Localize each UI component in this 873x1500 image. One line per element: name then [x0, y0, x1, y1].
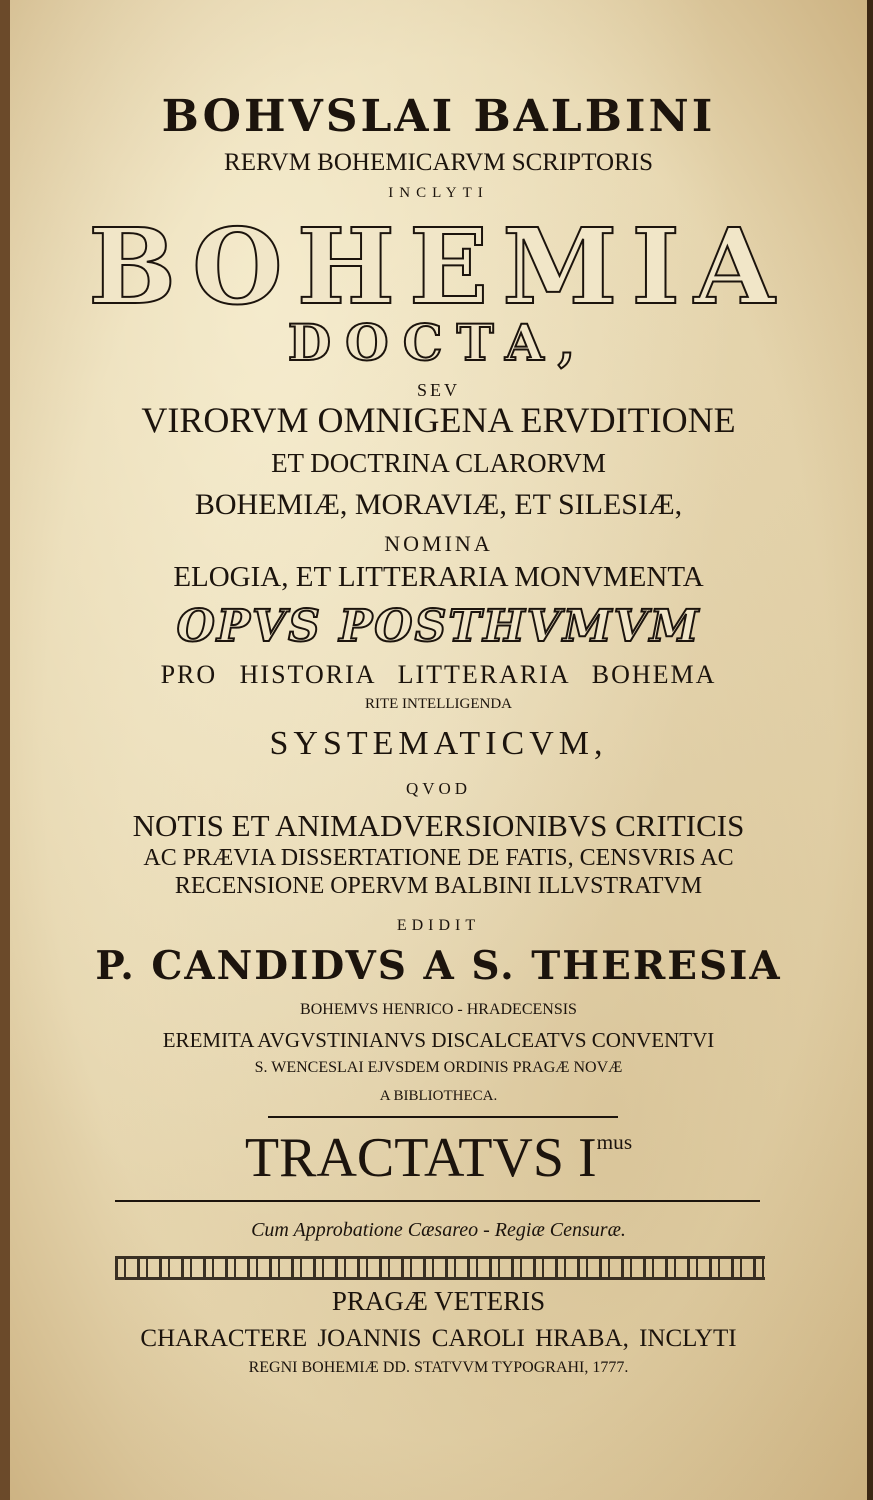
description-line-2: ET DOCTRINA CLARORVM	[271, 448, 606, 478]
tractatus-text: TRACTATVS I	[244, 1127, 597, 1189]
printer-line-2: REGNI BOHEMIÆ DD. STATVVM TYPOGRAHI, 1777.	[248, 1359, 629, 1376]
editor-name: P. CANDIDVS A S. THERESIA	[95, 943, 782, 989]
description-line-1: VIRORVM OMNIGENA ERVDITIONE	[141, 400, 736, 440]
editor-line-1: BOHEMVS HENRICO - HRADECENSIS	[300, 1001, 577, 1018]
editor-line-3: S. WENCESLAI EJVSDEM ORDINIS PRAGÆ NOVÆ	[254, 1059, 623, 1076]
rule-above-tractatus	[268, 1116, 618, 1118]
place-line: PRAGÆ VETERIS	[331, 1286, 546, 1316]
approbation-line: Cum Approbatione Cæsareo - Regiæ Censuræ.	[251, 1219, 626, 1241]
editor-line-4: A BIBLIOTHECA.	[379, 1088, 498, 1104]
editor-line-2: EREMITA AVGVSTINIANVS DISCALCEATVS CONVENTVI	[162, 1028, 715, 1052]
quod-line: QVOD	[405, 779, 472, 798]
pro-historia-line: PRO HISTORIA LITTERARIA BOHEMA	[160, 660, 717, 689]
rule-below-tractatus	[115, 1200, 760, 1202]
printer-line-1: CHARACTERE JOANNIS CAROLI HRABA, INCLYTI	[140, 1325, 737, 1352]
tractatus-superscript: mus	[596, 1130, 633, 1154]
ornamental-border	[115, 1256, 765, 1280]
notes-line-2: AC PRÆVIA DISSERTATIONE DE FATIS, CENSVRIS AC	[143, 845, 734, 871]
sev-line: SEV	[416, 380, 460, 400]
author-role: RERVM BOHEMICARVM SCRIPTORIS	[224, 149, 653, 176]
notes-line-1: NOTIS ET ANIMADVERSIONIBVS CRITICIS	[132, 808, 745, 843]
inclyti-line: INCLYTI	[388, 185, 489, 201]
description-line-3: BOHEMIÆ, MORAVIÆ, ET SILESIÆ,	[194, 488, 683, 521]
subtitle-docta: DOCTA,	[287, 313, 590, 372]
description-line-4: NOMINA	[384, 531, 493, 556]
description-line-5: ELOGIA, ET LITTERARIA MONVMENTA	[173, 561, 704, 593]
opus-posthumum: OPVS POSTHVMVM	[176, 601, 701, 652]
author-name: BOHVSLAI BALBINI	[161, 91, 716, 142]
rite-intelligenda-line: RITE INTELLIGENDA	[364, 696, 513, 712]
systematicum-line: SYSTEMATICVM,	[269, 725, 608, 762]
tractatus-heading	[10, 1127, 867, 1189]
main-title: BOHEMIA	[88, 205, 789, 328]
edidit-line: EDIDIT	[396, 917, 481, 934]
notes-line-3: RECENSIONE OPERVM BALBINI ILLVSTRATVM	[174, 873, 703, 899]
